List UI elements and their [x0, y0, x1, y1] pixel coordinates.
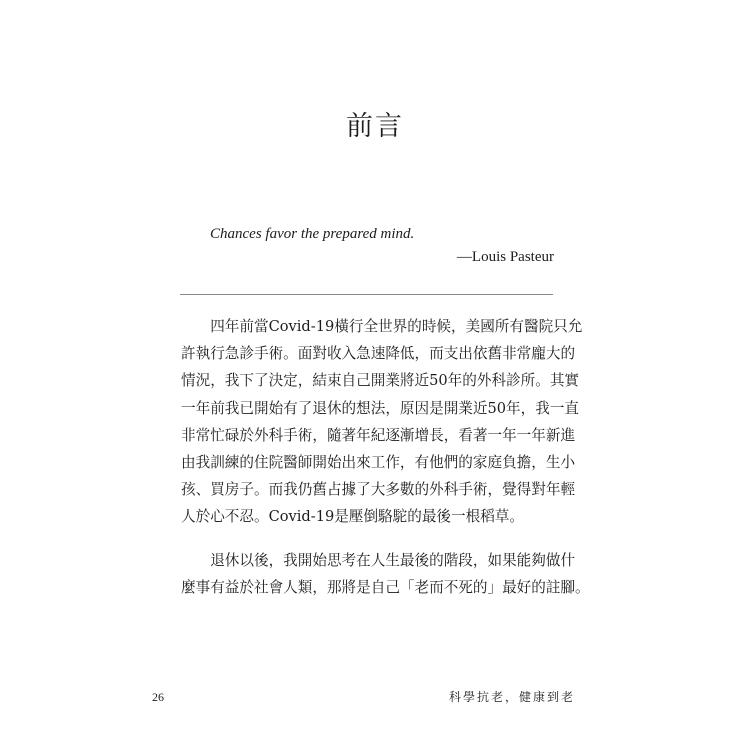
running-head: 科學抗老，健康到老 [448, 690, 575, 704]
body-text [181, 313, 590, 617]
epigraph-quote: Chances favor the prepared mind. [210, 226, 415, 242]
text-line: 孩、買房子。而我仍舊占據了大多數的外科手術，覺得對年輕 [181, 481, 576, 499]
paragraph [181, 547, 590, 601]
text-line: 許執行急診手術。面對收入急速降低，而支出依舊非常龐大的 [181, 345, 576, 363]
text-line: 一年前我已開始有了退休的想法，原因是開業近50年，我一直 [181, 399, 580, 417]
text-line: 非常忙碌於外科手術，隨著年紀逐漸增長，看著一年一年新進 [181, 426, 576, 444]
section-divider [180, 294, 553, 295]
text-line: 退休以後，我開始思考在人生最後的階段，如果能夠做什 [210, 551, 576, 569]
text-line: 由我訓練的住院醫師開始出來工作，有他們的家庭負擔，生小 [181, 454, 576, 472]
text-line: 四年前當Covid-19橫行全世界的時候，美國所有醫院只允 [210, 318, 583, 335]
text-line: 麼事有益於社會人類，那將是自己「老而不死的」最好的註腳。 [181, 578, 590, 596]
text-line: 情況，我下了決定，結束自己開業將近50年的外科診所。其實 [181, 372, 580, 390]
text-line: 人於心不忍。Covid-19是壓倒駱駝的最後一根稻草。 [181, 508, 524, 526]
epigraph-attribution: —Louis Pasteur [456, 249, 554, 265]
chapter-title: 前言 [346, 111, 404, 142]
paragraph [181, 313, 583, 531]
page-number: 26 [152, 690, 164, 704]
